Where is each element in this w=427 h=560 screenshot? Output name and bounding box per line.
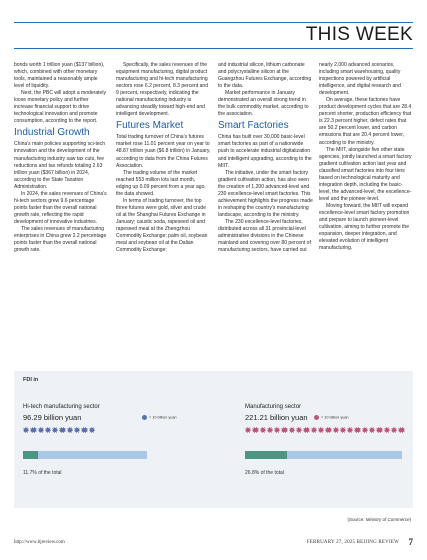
header-rule-bottom [14, 48, 413, 49]
paragraph: Market performance in January demonstrated an overall strong trend in the bulk commodity market, according to the association. [218, 90, 309, 118]
coin-icon [89, 427, 95, 433]
paragraph: Next, the PBC will adopt a moderately loose monetary policy and further increase financial support to drive technological innovation and promote consumption, according to the report. [14, 90, 106, 125]
coin-icon [311, 427, 317, 433]
manufacturing-sector-name: Manufacturing sector [245, 404, 302, 410]
page-number: 7 [408, 537, 413, 547]
paragraph: bonds worth 1 trillion yuan ($137 billion), which, combined with other monetary tools, maintained a reasonably ample level of liquidity. [14, 62, 105, 90]
legend-label: = 10 billion yuan [149, 415, 177, 420]
coin-icon [281, 427, 287, 433]
coin-icon [347, 427, 353, 433]
paragraph: nearly 2,000 advanced scenarios, including smart warehousing, quality inspections powered by artificial intelligence, and digital research and development. [319, 62, 401, 97]
coin-icon [333, 427, 339, 433]
manufacturing-legend [314, 415, 349, 420]
paragraph: The sales revenues of manufacturing enterprises in China grew 2.2 percentage points faster than the overall national growth rate. [14, 225, 107, 254]
coin-icon [274, 427, 280, 433]
article-column-1 [14, 62, 109, 254]
paragraph: In terms of trading turnover, the top three futures were gold, silver and crude oil at the Shanghai Futures Exchange in January; caustic soda, rapeseed oil and rapeseed meal at the Zhengzhou Commodity Exchange; palm oil, soybean meal and soybean oil at the Dalian Commodity Exchange; [116, 197, 208, 254]
subheading-industrial-growth: Industrial Growth [14, 127, 90, 139]
coin-icon [369, 427, 375, 433]
coin-legend-icon [314, 415, 319, 420]
coin-icon [38, 427, 44, 433]
subheading-smart-factories: Smart Factories [218, 120, 289, 132]
coin-icon [325, 427, 331, 433]
coin-icon [398, 427, 404, 433]
hitech-share-bar [23, 451, 147, 459]
manufacturing-coin-row [245, 427, 405, 433]
manufacturing-share-label: 26.8% of the total [245, 470, 284, 476]
source-name: Ministry of Commerce [365, 517, 410, 522]
paragraph: China has built over 30,000 basic-level smart factories as part of a nationwide push to accelerate industrial digitalization and intelligent upgrading, according to the MIIT. [218, 134, 312, 169]
coin-icon [252, 427, 258, 433]
hitech-legend [142, 415, 177, 420]
fdi-infographic [14, 371, 413, 508]
manufacturing-share-bar [245, 451, 402, 459]
coin-icon [74, 427, 80, 433]
coin-icon [30, 427, 36, 433]
coin-legend-icon [142, 415, 147, 420]
coin-icon [81, 427, 87, 433]
section-title: THIS WEEK [305, 24, 413, 45]
coin-icon [52, 427, 58, 433]
article-column-2 [116, 62, 211, 254]
hitech-sector-name: Hi-tech manufacturing sector [23, 404, 100, 410]
coin-icon [362, 427, 368, 433]
coin-icon [67, 427, 73, 433]
manufacturing-share-bar-fill [245, 451, 287, 459]
legend-label: = 10 billion yuan [321, 415, 349, 420]
coin-icon [376, 427, 382, 433]
paragraph: China's main policies supporting sci-tech innovation and the development of the manufacturing industry saw tax cuts, fee reductions and tax refunds totaling 2.63 trillion yuan ($367 billion) in 2024, according to the State Taxation Administration. [14, 141, 106, 190]
paragraph: Moving forward, the MIIT will expand excellence-level smart factory promotion and prepare to launch pioneer-level cultivation, aiming to further promote the expansion, deeper integration, and elevated evolution of intelligent manufacturing. [319, 202, 410, 252]
article-column-4 [319, 62, 414, 252]
paragraph: Specifically, the sales revenues of the equipment manufacturing, digital product manufacturing and hi-tech manufacturing sectors rose 6.2 percent, 8.3 percent and 9 percent, respectively, indicating the national manufacturing industry is advancing steadily toward high-end and intelligent development. [116, 62, 209, 118]
paragraph: and industrial silicon, lithium carbonate and polycrystalline silicon at the Guangzhou Futures Exchange, according to the data. [218, 62, 312, 90]
coin-icon [303, 427, 309, 433]
paragraph: The initiative, under the smart factory gradient cultivation action, has also seen the creation of 1,200 advanced-level and 230 excellence-level smart factories. This achievement highlights the progress made in reshaping the country's manufacturing landscape, according to the ministry. [218, 169, 313, 218]
coin-icon [45, 427, 51, 433]
hitech-sector-value: 96.29 billion yuan [23, 413, 82, 422]
hitech-share-bar-fill [23, 451, 38, 459]
coin-icon [59, 427, 65, 433]
coin-icon [354, 427, 360, 433]
hitech-share-label: 11.7% of the total [23, 470, 62, 476]
paragraph: On average, these factories have product development cycles that are 28.4 percent shorter, production efficiency that is 22.3 percent higher, defect rates that are 50.2 percent lower, and carbon emissions that are 20.4 percent lower, according to the ministry. [319, 97, 412, 146]
coin-icon [384, 427, 390, 433]
coin-icon [318, 427, 324, 433]
source-note: (Source: Ministry of Commerce) [347, 517, 411, 522]
infographic-title: FDI in [23, 377, 39, 383]
paragraph: The 230 excellence-level factories, distributed across all 31 provincial-level administrative divisions in the Chinese mainland and covering over 80 percent of manufacturing sectors, have carried out [218, 218, 311, 254]
coin-icon [267, 427, 273, 433]
coin-icon [391, 427, 397, 433]
footer-url[interactable]: http://www.bjreview.com [14, 540, 65, 545]
paragraph: In 2024, the sales revenues of China's hi-tech sectors grew 9.6 percentage points faster than the overall national growth rate, reflecting the rapid development of innovative industries. [14, 190, 107, 225]
article-column-3 [218, 62, 313, 254]
coin-icon [260, 427, 266, 433]
paragraph: The MIIT, alongside five other state agencies, jointly launched a smart factory gradient cultivation action last year and classified smart factories into four tiers based on technological maturity and integration depth, including the basic-level, the advanced-level, the excellence-level and the pioneer-level. [319, 146, 412, 202]
header-rule-top [14, 22, 413, 23]
coin-icon [296, 427, 302, 433]
hitech-coin-row [23, 427, 95, 433]
footer-issue: FEBRUARY 27, 2025 BEIJING REVIEW [306, 540, 399, 545]
coin-icon [340, 427, 346, 433]
subheading-futures-market: Futures Market [116, 120, 184, 132]
paragraph: Total trading turnover of China's futures market rose 11.01 percent year on year to 48.87 trillion yuan ($6.8 trillion) in January, according to data from the China Futures Association. [116, 134, 211, 169]
coin-icon [245, 427, 251, 433]
paragraph: The trading volume of the market reached 553 million lots last month, edging up 0.09 percent from a year ago, the data showed. [116, 169, 206, 197]
manufacturing-sector-value: 221.21 billion yuan [245, 413, 308, 422]
coin-icon [23, 427, 29, 433]
coin-icon [289, 427, 295, 433]
